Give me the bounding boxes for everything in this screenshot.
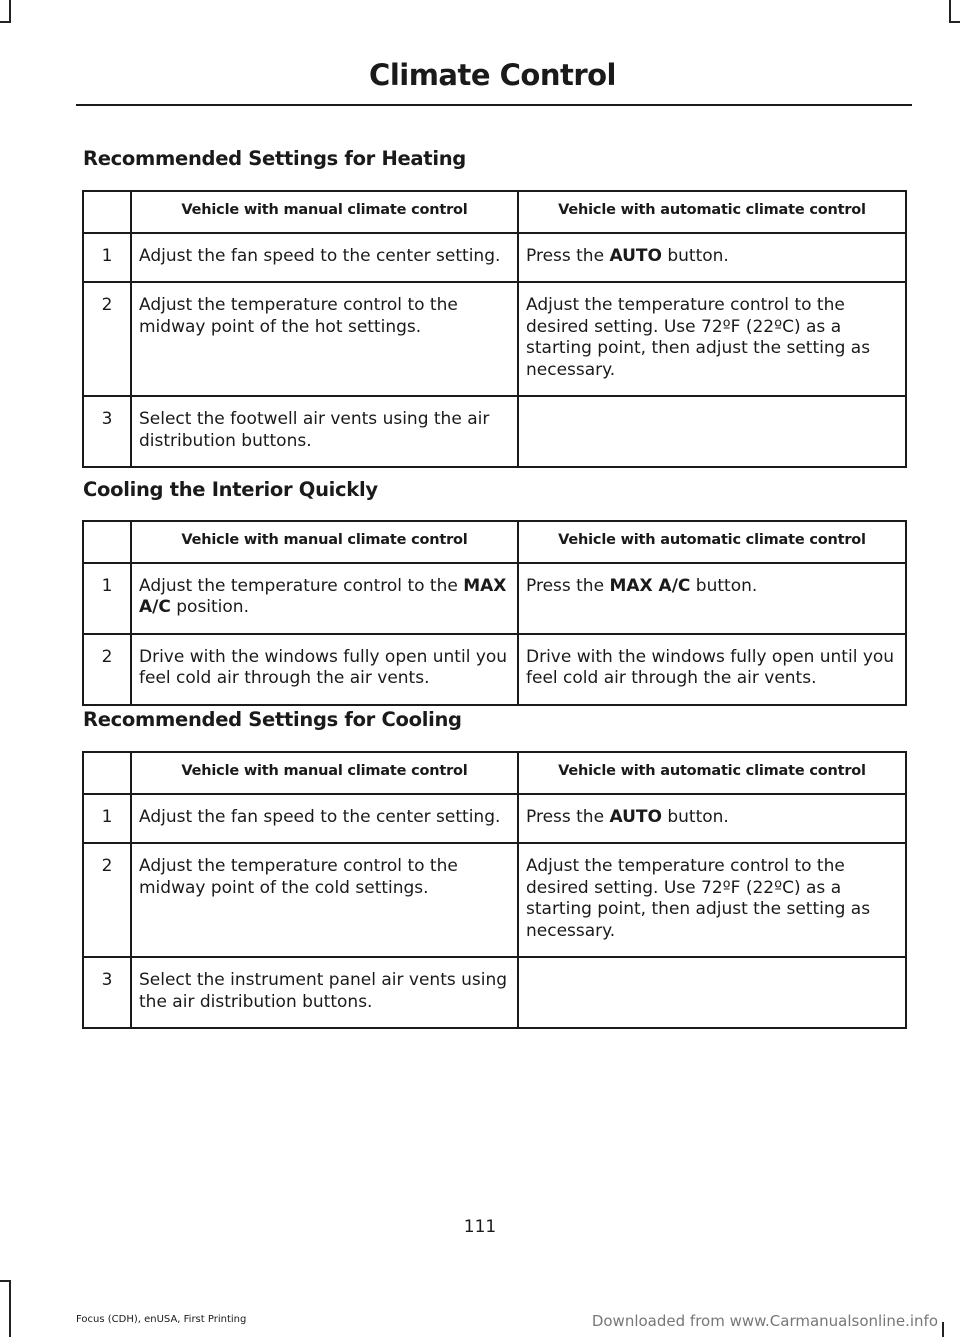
table-row xyxy=(83,563,906,634)
instruction-text: Adjust the temperature control to the desired setting. Use 72ºF (22ºC) as a starting point, then adjust the setting as necessary. xyxy=(526,295,871,380)
manual-column-header: Vehicle with manual climate control xyxy=(131,191,518,233)
instruction-text: Drive with the windows fully open until you feel cold air through the air vents. xyxy=(139,646,508,688)
control-name: MAX A/C xyxy=(139,575,507,617)
manual-instruction xyxy=(131,634,518,705)
manual-instruction xyxy=(131,957,518,1028)
instruction-text: Select the instrument panel air vents using the air distribution buttons. xyxy=(139,970,508,1012)
step-column-header xyxy=(83,191,131,233)
instruction-text: Adjust the temperature control to the xyxy=(139,575,464,596)
step-column-header xyxy=(83,752,131,794)
crop-mark xyxy=(949,0,951,22)
crop-mark xyxy=(949,21,960,23)
heating-table xyxy=(82,190,907,468)
crop-mark xyxy=(9,1280,11,1337)
instruction-text: Press the xyxy=(526,575,610,596)
section-title-cooling: Recommended Settings for Cooling xyxy=(83,708,462,731)
step-number: 1 xyxy=(83,233,131,283)
instruction-text: Adjust the temperature control to the desired setting. Use 72ºF (22ºC) as a starting point, then adjust the setting as necessary. xyxy=(526,856,871,941)
control-name: AUTO xyxy=(609,245,662,266)
page-title: Climate Control xyxy=(369,58,616,92)
instruction-text: button. xyxy=(661,806,729,827)
table-header-row xyxy=(83,752,906,794)
section-title-cooling-quickly: Cooling the Interior Quickly xyxy=(83,478,378,501)
instruction-text: Adjust the temperature control to the midway point of the cold settings. xyxy=(139,856,458,898)
instruction-text: position. xyxy=(170,597,249,617)
step-number: 1 xyxy=(83,794,131,844)
section-title-heating: Recommended Settings for Heating xyxy=(83,147,466,170)
header-rule xyxy=(76,104,912,106)
step-number: 1 xyxy=(83,563,131,634)
automatic-instruction xyxy=(518,794,906,844)
cooling-quickly-table xyxy=(82,520,907,706)
manual-column-header: Vehicle with manual climate control xyxy=(131,752,518,794)
table-header-row xyxy=(83,191,906,233)
table-row xyxy=(83,634,906,705)
manual-instruction xyxy=(131,396,518,467)
control-name: AUTO xyxy=(609,806,662,827)
table-header-row xyxy=(83,521,906,563)
manual-instruction xyxy=(131,843,518,957)
table-row xyxy=(83,233,906,283)
step-column-header xyxy=(83,521,131,563)
table-row xyxy=(83,794,906,844)
instruction-text: Adjust the fan speed to the center setting. xyxy=(139,245,501,266)
manual-instruction xyxy=(131,563,518,634)
instruction-text: button. xyxy=(661,245,729,266)
crop-mark xyxy=(942,1322,944,1337)
instruction-text: Adjust the fan speed to the center setting. xyxy=(139,806,501,827)
instruction-text: Select the footwell air vents using the air distribution buttons. xyxy=(139,409,490,451)
automatic-instruction xyxy=(518,396,906,467)
automatic-instruction xyxy=(518,843,906,957)
instruction-text: Drive with the windows fully open until you feel cold air through the air vents. xyxy=(526,646,895,688)
edition-label: Focus (CDH), enUSA, First Printing xyxy=(76,1314,247,1325)
table-row xyxy=(83,282,906,396)
automatic-column-header: Vehicle with automatic climate control xyxy=(518,191,906,233)
table-body xyxy=(83,794,906,1029)
manual-instruction xyxy=(131,233,518,283)
table-row xyxy=(83,396,906,467)
cooling-table xyxy=(82,751,907,1029)
manual-instruction xyxy=(131,282,518,396)
automatic-instruction xyxy=(518,233,906,283)
crop-mark xyxy=(0,1280,11,1282)
automatic-column-header: Vehicle with automatic climate control xyxy=(518,752,906,794)
step-number: 2 xyxy=(83,282,131,396)
crop-mark xyxy=(9,0,11,22)
instruction-text: Adjust the temperature control to the midway point of the hot settings. xyxy=(139,295,458,337)
automatic-column-header: Vehicle with automatic climate control xyxy=(518,521,906,563)
step-number: 2 xyxy=(83,843,131,957)
crop-mark xyxy=(0,21,11,23)
step-number: 3 xyxy=(83,957,131,1028)
instruction-text: button. xyxy=(690,575,758,596)
watermark-link[interactable]: Downloaded from www.Carmanualsonline.info xyxy=(591,1312,938,1330)
table-body xyxy=(83,563,906,705)
instruction-text: Press the xyxy=(526,806,610,827)
instruction-text: Press the xyxy=(526,245,610,266)
page-number: 111 xyxy=(463,1217,497,1237)
automatic-instruction xyxy=(518,957,906,1028)
table-row xyxy=(83,957,906,1028)
automatic-instruction xyxy=(518,563,906,634)
manual-column-header: Vehicle with manual climate control xyxy=(131,521,518,563)
automatic-instruction xyxy=(518,282,906,396)
manual-instruction xyxy=(131,794,518,844)
step-number: 2 xyxy=(83,634,131,705)
control-name: MAX A/C xyxy=(609,575,691,596)
step-number: 3 xyxy=(83,396,131,467)
table-row xyxy=(83,843,906,957)
automatic-instruction xyxy=(518,634,906,705)
table-body xyxy=(83,233,906,468)
